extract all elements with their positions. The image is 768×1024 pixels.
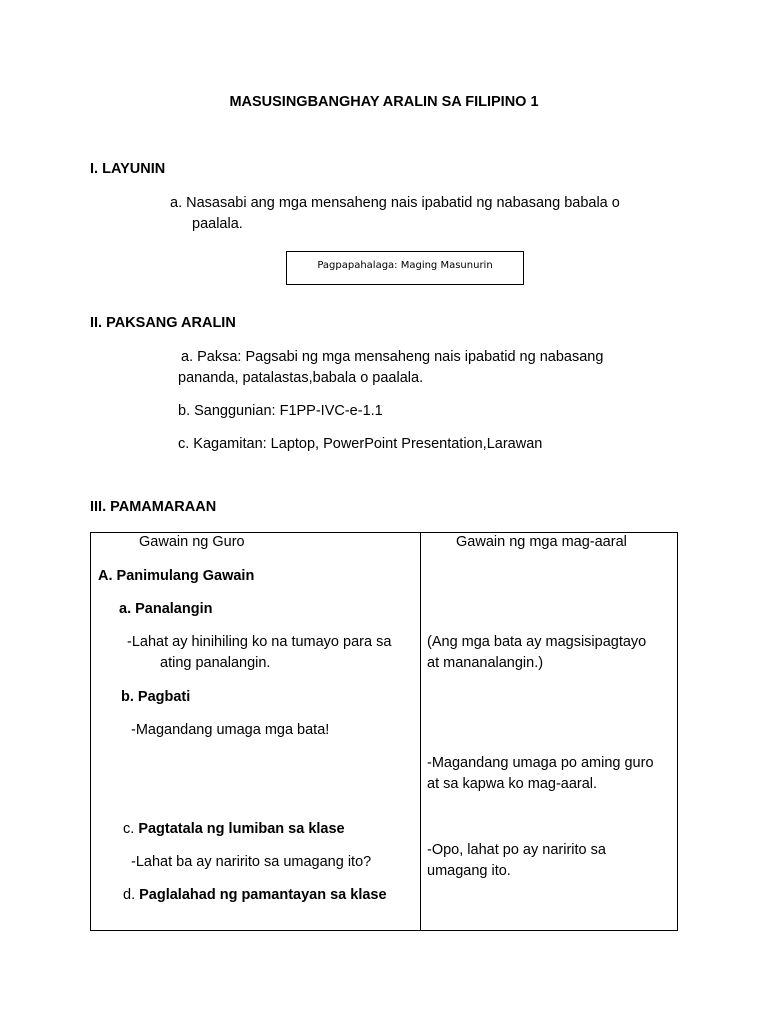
section-heading-layunin: I. LAYUNIN — [90, 161, 166, 177]
pagbati-mag-aaral-line1: -Magandang umaga po aming guro — [427, 755, 654, 771]
table-header-mag-aaral: Gawain ng mga mag-aaral — [456, 534, 627, 550]
pagpapahalaga-text: Pagpapahalaga: Maging Masunurin — [317, 260, 493, 271]
lumiban-mag-aaral-line2: umagang ito. — [427, 863, 511, 879]
page-title: MASUSINGBANGHAY ARALIN SA FILIPINO 1 — [229, 94, 539, 110]
lumiban-heading — [123, 819, 345, 840]
pagpapahalaga-box — [286, 251, 524, 285]
pamantayan-heading — [123, 885, 387, 906]
lumiban-prefix: c. — [123, 821, 135, 837]
lumiban-mag-aaral-line1: -Opo, lahat po ay naririto sa — [427, 842, 606, 858]
kagamitan: c. Kagamitan: Laptop, PowerPoint Presentation,Larawan — [178, 436, 543, 452]
panalangin-mag-aaral-line2: at mananalangin.) — [427, 655, 544, 671]
panalangin-mag-aaral-line1: (Ang mga bata ay magsisipagtayo — [427, 634, 647, 650]
pagbati-mag-aaral-line2: at sa kapwa ko mag-aaral. — [427, 776, 598, 792]
layunin-item-a-line1: a. Nasasabi ang mga mensaheng nais ipabatid ng nabasang babala o — [170, 195, 620, 211]
section-heading-pamamaraan: III. PAMAMARAAN — [90, 499, 217, 515]
section-heading-paksang-aralin: II. PAKSANG ARALIN — [90, 315, 236, 331]
lumiban-guro: -Lahat ba ay naririto sa umagang ito? — [131, 854, 372, 870]
panalangin-guro-line2: ating panalangin. — [160, 655, 271, 671]
pagbati-heading: b. Pagbati — [121, 689, 191, 705]
panalangin-heading: a. Panalangin — [119, 601, 213, 617]
sanggunian: b. Sanggunian: F1PP-IVC-e-1.1 — [178, 403, 383, 419]
paksa-line2: pananda, patalastas,babala o paalala. — [178, 370, 424, 386]
lumiban-label: Pagtatala ng lumiban sa klase — [138, 821, 345, 837]
pamantayan-prefix: d. — [123, 887, 136, 903]
paksa-line1: a. Paksa: Pagsabi ng mga mensaheng nais ipabatid ng nabasang — [181, 349, 604, 365]
table-header-guro: Gawain ng Guro — [139, 534, 245, 550]
pamantayan-label: Paglalahad ng pamantayan sa klase — [139, 887, 387, 903]
table-column-divider — [420, 532, 421, 931]
layunin-item-a-line2: paalala. — [192, 216, 243, 232]
panimulang-gawain: A. Panimulang Gawain — [98, 568, 255, 584]
panalangin-guro-line1: -Lahat ay hinihiling ko na tumayo para sa — [127, 634, 392, 650]
pagbati-guro: -Magandang umaga mga bata! — [131, 722, 330, 738]
